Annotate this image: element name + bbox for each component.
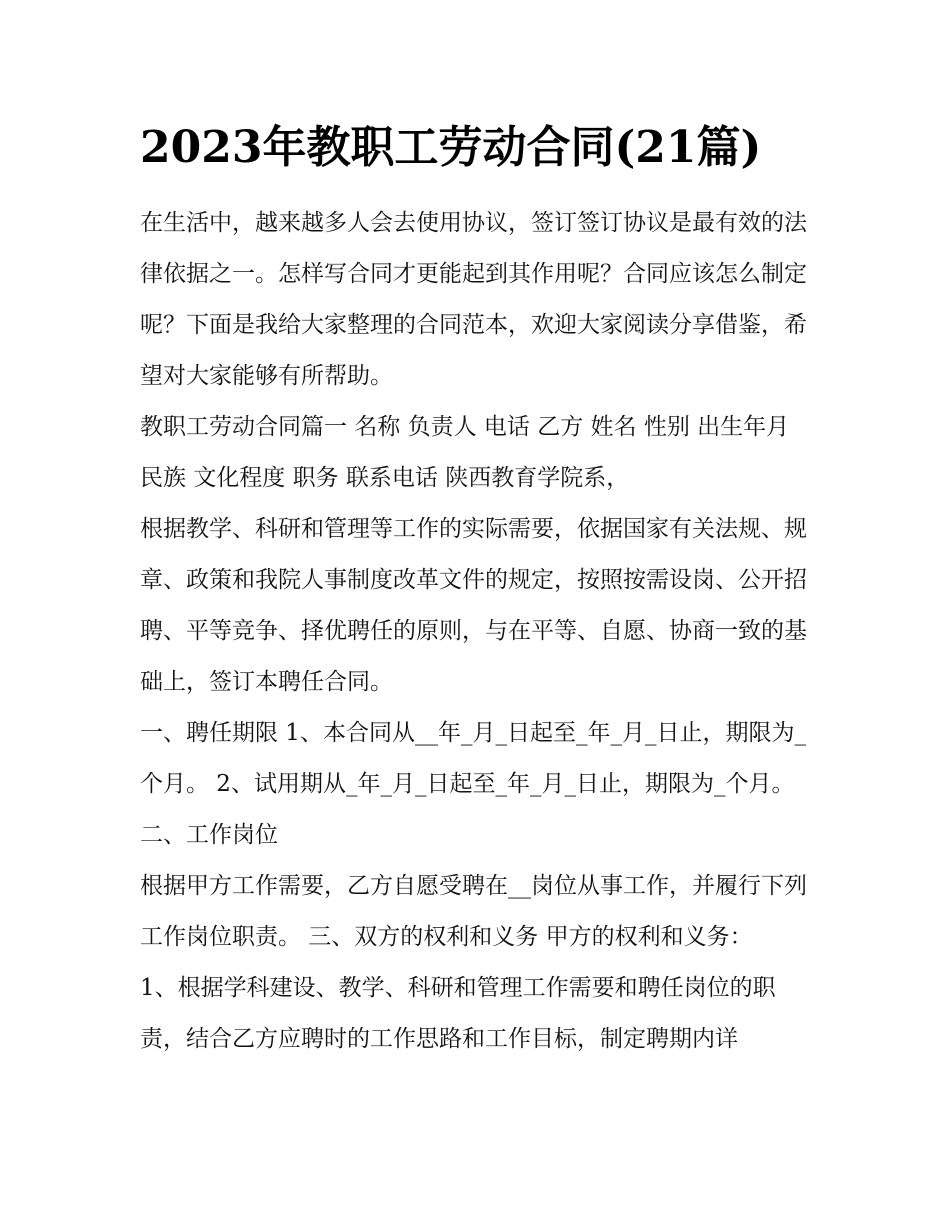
document-body	[140, 198, 812, 1065]
paragraph-basis: 根据教学、科研和管理等工作的实际需要，依据国家有关法规、规章、政策和我院人事制度改革文件的规定，按照按需设岗、公开招聘、平等竞争、择优聘任的原则，与在平等、自愿、协商一致的基础上，签订本聘任合同。	[140, 516, 807, 695]
paragraph-contract-header: 教职工劳动合同篇一 名称 负责人 电话 乙方 姓名 性别 出生年月 民族 文化程度 职务 联系电话 陕西教育学院系，	[140, 414, 790, 491]
paragraph-position: 根据甲方工作需要，乙方自愿受聘在__岗位从事工作，并履行下列工作岗位职责。 三、双方的权利和义务 甲方的权利和义务：	[140, 873, 807, 950]
paragraph-intro: 在生活中，越来越多人会去使用协议，签订签订协议是最有效的法律依据之一。怎样写合同才更能起到其作用呢？合同应该怎么制定呢？下面是我给大家整理的合同范本，欢迎大家阅读分享借鉴，希望对大家能够有所帮助。	[140, 210, 807, 389]
document-title: 2023年教职工劳动合同(21篇)	[140, 122, 762, 173]
paragraph-term: 一、聘任期限 1、本合同从__年_月_日起至_年_月_日止，期限为_个月。 2、试用期从_年_月_日起至_年_月_日止，期限为_个月。 二、工作岗位	[140, 720, 806, 848]
paragraph-rights-1: 1、根据学科建设、教学、科研和管理工作需要和聘任岗位的职责，结合乙方应聘时的工作思路和工作目标，制定聘期内详	[140, 975, 776, 1052]
